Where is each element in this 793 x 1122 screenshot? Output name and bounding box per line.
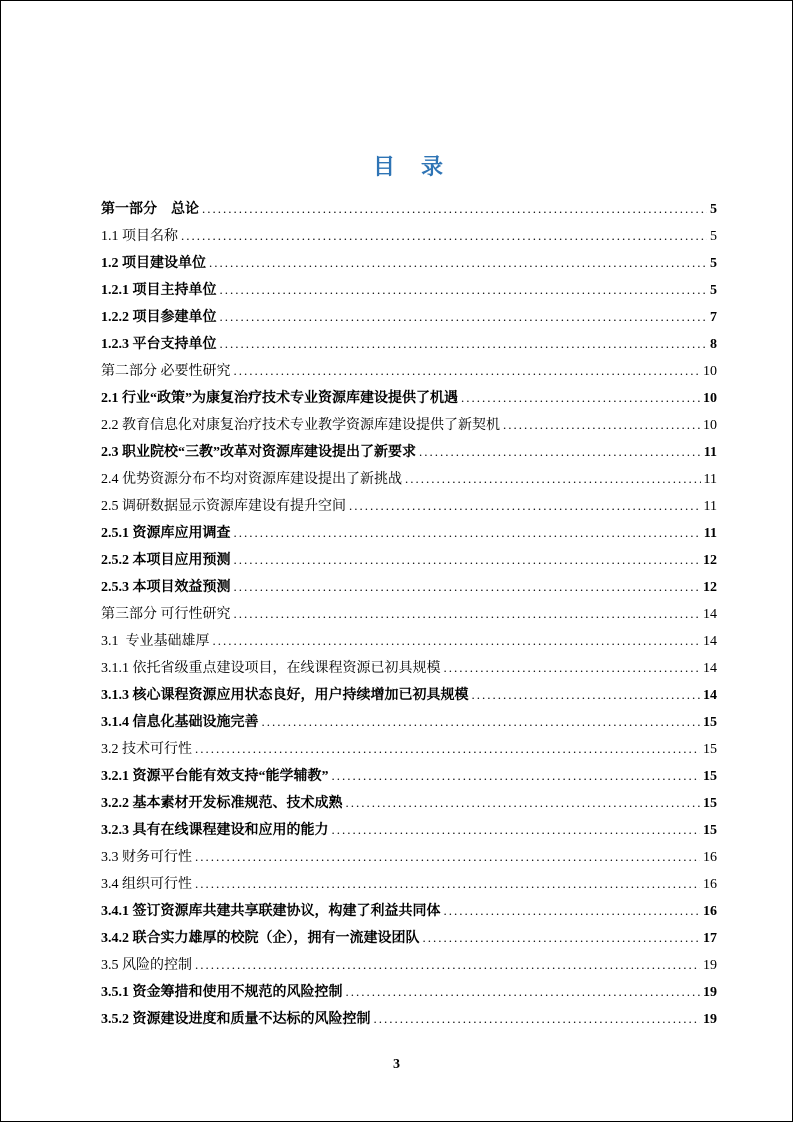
toc-leader-dots	[213, 627, 701, 655]
toc-entry[interactable]	[101, 762, 717, 789]
toc-leader-dots	[444, 897, 701, 925]
toc-entry-text: 2.5 调研数据显示资源库建设有提升空间	[101, 499, 346, 514]
toc-entry-page: 16	[703, 850, 717, 865]
toc-leader-dots	[346, 978, 701, 1006]
toc-entry-text: 1.1 项目名称	[101, 229, 178, 244]
toc-entry-text: 3.5.1 资金筹措和使用不规范的风险控制	[101, 985, 343, 1000]
toc-leader-dots	[349, 492, 701, 520]
toc-entry-page: 19	[703, 1012, 717, 1027]
toc-leader-dots	[234, 600, 701, 628]
toc-entry-text: 第三部分 可行性研究	[101, 607, 231, 622]
toc-entry-text: 第二部分 必要性研究	[101, 364, 231, 379]
toc-leader-dots	[234, 519, 701, 547]
toc-leader-dots	[220, 330, 708, 358]
toc-entry[interactable]	[101, 789, 717, 816]
toc-entry-text: 2.2 教育信息化对康复治疗技术专业教学资源库建设提供了新契机	[101, 418, 500, 433]
toc-entry[interactable]	[101, 654, 717, 681]
toc-entry-text: 3.2.1 资源平台能有效支持“能学辅教”	[101, 769, 329, 784]
toc-entry-page: 11	[703, 445, 717, 460]
toc-entry[interactable]	[101, 924, 717, 951]
toc-entry[interactable]	[101, 330, 717, 357]
toc-entry[interactable]	[101, 816, 717, 843]
toc-leader-dots	[234, 357, 701, 385]
toc-entry[interactable]	[101, 708, 717, 735]
toc-entry[interactable]	[101, 465, 717, 492]
toc-entry-text: 1.2 项目建设单位	[101, 256, 206, 271]
toc-entry-page: 14	[703, 688, 717, 703]
toc-entry-page: 15	[703, 796, 717, 811]
toc-leader-dots	[195, 735, 700, 763]
toc-leader-dots	[419, 438, 701, 466]
toc-leader-dots	[195, 843, 700, 871]
toc-entry-text: 3.4.2 联合实力雄厚的校院（企），拥有一流建设团队	[101, 931, 420, 946]
toc-leader-dots	[374, 1005, 701, 1033]
toc-entry-text: 2.1 行业“政策”为康复治疗技术专业资源库建设提供了机遇	[101, 391, 458, 406]
toc-leader-dots	[195, 951, 700, 979]
toc-entry[interactable]	[101, 978, 717, 1005]
toc-leader-dots	[461, 384, 700, 412]
toc-list	[101, 195, 717, 1032]
toc-title: 目 录	[372, 154, 445, 179]
toc-entry[interactable]	[101, 222, 717, 249]
toc-entry-text: 1.2.1 项目主持单位	[101, 283, 217, 298]
toc-entry[interactable]	[101, 870, 717, 897]
toc-leader-dots	[220, 276, 708, 304]
toc-entry-page: 15	[703, 823, 717, 838]
toc-entry-text: 2.5.1 资源库应用调查	[101, 526, 231, 541]
toc-entry-page: 8	[710, 337, 717, 352]
toc-entry-text: 3.2.2 基本素材开发标准规范、技术成熟	[101, 796, 343, 811]
toc-entry[interactable]	[101, 843, 717, 870]
toc-entry-page: 12	[703, 580, 717, 595]
toc-entry-page: 7	[710, 310, 717, 325]
toc-entry[interactable]	[101, 546, 717, 573]
toc-entry-page: 11	[703, 526, 717, 541]
toc-leader-dots	[503, 411, 700, 439]
toc-entry-page: 14	[703, 607, 717, 622]
toc-entry-text: 3.5.2 资源建设进度和质量不达标的风险控制	[101, 1012, 371, 1027]
toc-leader-dots	[181, 222, 707, 250]
toc-entry-text: 3.3 财务可行性	[101, 850, 192, 865]
toc-entry-text: 3.2 技术可行性	[101, 742, 192, 757]
toc-entry-page: 19	[703, 985, 717, 1000]
toc-entry-page: 14	[703, 661, 717, 676]
toc-entry-text: 3.4.1 签订资源库共建共享联建协议，构建了利益共同体	[101, 904, 441, 919]
toc-entry[interactable]	[101, 303, 717, 330]
toc-entry-page: 17	[703, 931, 717, 946]
toc-entry[interactable]	[101, 681, 717, 708]
toc-entry-page: 15	[703, 715, 717, 730]
toc-leader-dots	[444, 654, 701, 682]
toc-entry[interactable]	[101, 951, 717, 978]
toc-entry[interactable]	[101, 384, 717, 411]
toc-entry-text: 2.5.2 本项目应用预测	[101, 553, 231, 568]
toc-leader-dots	[346, 789, 701, 817]
toc-leader-dots	[332, 762, 701, 790]
toc-entry[interactable]	[101, 627, 717, 654]
toc-entry[interactable]	[101, 519, 717, 546]
toc-entry-text: 第一部分 总论	[101, 202, 199, 217]
toc-entry-page: 11	[703, 472, 717, 487]
toc-entry-text: 3.5 风险的控制	[101, 958, 192, 973]
toc-entry-text: 1.2.2 项目参建单位	[101, 310, 217, 325]
toc-entry[interactable]	[101, 897, 717, 924]
toc-entry[interactable]	[101, 573, 717, 600]
toc-entry[interactable]	[101, 492, 717, 519]
toc-entry[interactable]	[101, 249, 717, 276]
toc-entry[interactable]	[101, 438, 717, 465]
toc-leader-dots	[209, 249, 707, 277]
toc-entry[interactable]	[101, 357, 717, 384]
toc-leader-dots	[405, 465, 701, 493]
toc-entry[interactable]	[101, 735, 717, 762]
toc-entry-page: 10	[703, 418, 717, 433]
toc-leader-dots	[234, 573, 701, 601]
toc-leader-dots	[234, 546, 701, 574]
toc-entry-text: 1.2.3 平台支持单位	[101, 337, 217, 352]
toc-entry-text: 3.1.4 信息化基础设施完善	[101, 715, 259, 730]
toc-entry-page: 5	[710, 256, 717, 271]
toc-entry-page: 16	[703, 877, 717, 892]
toc-leader-dots	[195, 870, 700, 898]
toc-entry[interactable]	[101, 195, 717, 222]
toc-leader-dots	[202, 195, 707, 223]
toc-leader-dots	[262, 708, 701, 736]
toc-leader-dots	[332, 816, 701, 844]
toc-entry[interactable]	[101, 600, 717, 627]
toc-entry-page: 12	[703, 553, 717, 568]
toc-entry[interactable]	[101, 276, 717, 303]
toc-entry-page: 16	[703, 904, 717, 919]
toc-entry-text: 2.5.3 本项目效益预测	[101, 580, 231, 595]
toc-entry-text: 2.4 优势资源分布不均对资源库建设提出了新挑战	[101, 472, 402, 487]
toc-leader-dots	[472, 681, 701, 709]
toc-entry-page: 5	[710, 202, 717, 217]
toc-entry-page: 15	[703, 742, 717, 757]
toc-entry-page: 15	[703, 769, 717, 784]
toc-content	[101, 153, 717, 1032]
toc-entry-page: 10	[703, 391, 717, 406]
toc-entry-text: 3.1.1 依托省级重点建设项目，在线课程资源已初具规模	[101, 661, 441, 676]
toc-entry-text: 2.3 职业院校“三教”改革对资源库建设提出了新要求	[101, 445, 416, 460]
toc-entry-page: 14	[703, 634, 717, 649]
toc-entry-text: 3.2.3 具有在线课程建设和应用的能力	[101, 823, 329, 838]
toc-entry-page: 11	[703, 499, 717, 514]
toc-entry-page: 19	[703, 958, 717, 973]
toc-entry-page: 10	[703, 364, 717, 379]
toc-entry-page: 5	[710, 283, 717, 298]
toc-entry-text: 3.1 专业基础雄厚	[101, 634, 210, 649]
toc-entry-text: 3.1.3 核心课程资源应用状态良好，用户持续增加已初具规模	[101, 688, 469, 703]
toc-entry-page: 5	[710, 229, 717, 244]
toc-entry-text: 3.4 组织可行性	[101, 877, 192, 892]
toc-entry[interactable]	[101, 1005, 717, 1032]
toc-leader-dots	[423, 924, 701, 952]
toc-entry[interactable]	[101, 411, 717, 438]
footer-page-number: 3	[393, 1057, 400, 1072]
toc-leader-dots	[220, 303, 708, 331]
